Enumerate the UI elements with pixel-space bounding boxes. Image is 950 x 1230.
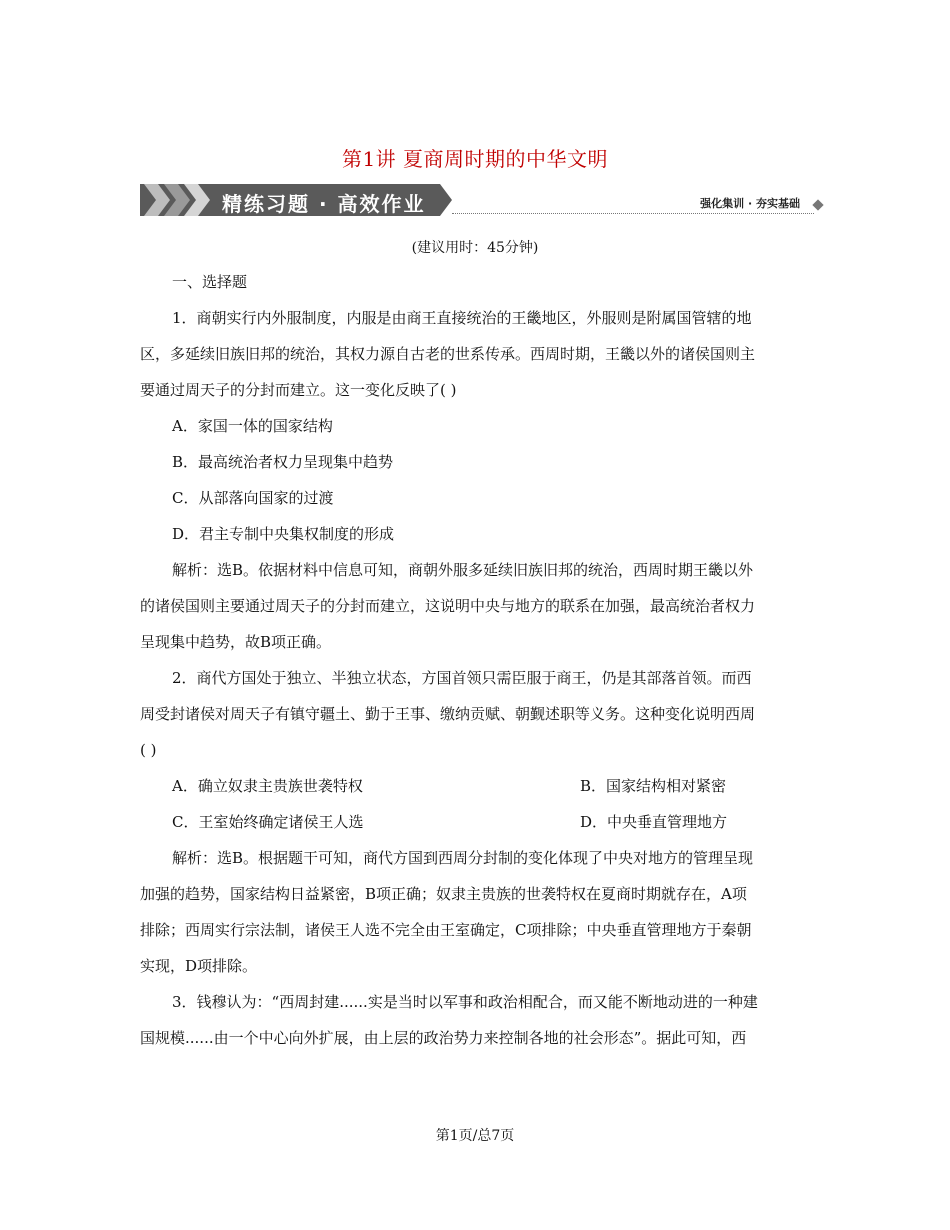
time-note: (建议用时：45分钟) [411, 240, 539, 256]
q3-stem-line: 3．钱穆认为：“西周封建......实是当时以军事和政治相配合，而又能不断地动进的一种建 [172, 993, 758, 1011]
section-heading: 一、选择题 [172, 273, 248, 291]
q1-analysis-line: 呈现集中趋势，故B项正确。 [140, 633, 332, 651]
q1-option-b: B．最高统治者权力呈现集中趋势 [172, 453, 394, 471]
q1-option-d: D．君主专制中央集权制度的形成 [172, 525, 395, 543]
q2-analysis-line: 加强的趋势，国家结构日益紧密，B项正确；奴隶主贵族的世袭特权在夏商时期就存在，A项 [140, 885, 747, 903]
banner-dotted-rule [452, 213, 814, 214]
q2-options-row [140, 804, 810, 840]
q2-analysis-line: 解析：选B。根据题干可知，商代方国到西周分封制的变化体现了中央对地方的管理呈现 [172, 849, 754, 867]
banner-tagline: 强化集训 · 夯实基础 [700, 197, 800, 210]
q1-analysis-line: 解析：选B。依据材料中信息可知，商朝外服多延续旧族旧邦的统治，西周时期王畿以外 [172, 561, 754, 579]
q1-analysis-line: 的诸侯国则主要通过周天子的分封而建立，这说明中央与地方的联系在加强，最高统治者权力 [140, 597, 756, 615]
q1-stem-line: 区，多延续旧族旧邦的统治，其权力源自古老的世系传承。西周时期，王畿以外的诸侯国则主 [140, 345, 756, 363]
q2-analysis-line: 排除；西周实行宗法制，诸侯王人选不完全由王室确定，C项排除；中央垂直管理地方于秦朝 [140, 921, 752, 939]
banner-label: 精练习题 · 高效作业 [222, 192, 426, 216]
q1-stem-line: 要通过周天子的分封而建立。这一变化反映了( ) [140, 381, 457, 399]
q2-option-d: D．中央垂直管理地方 [580, 813, 728, 831]
page-title: 第1讲 夏商周时期的中华文明 [341, 147, 609, 171]
q1-option-a: A．家国一体的国家结构 [172, 417, 333, 435]
page-footer: 第1页/总7页 [435, 1128, 515, 1144]
q2-stem-line: ( ) [140, 741, 157, 759]
question-content [140, 264, 810, 1056]
q3-stem-line: 国规模......由一个中心向外扩展，由上层的政治势力来控制各地的社会形态”。据此可知，西 [140, 1029, 747, 1047]
q2-options-row [140, 768, 810, 804]
q1-option-c: C．从部落向国家的过渡 [172, 489, 334, 507]
q2-option-b: B．国家结构相对紧密 [580, 777, 727, 795]
q2-stem-line: 2．商代方国处于独立、半独立状态，方国首领只需臣服于商王，仍是其部落首领。而西 [172, 669, 752, 687]
q2-option-c: C．王室始终确定诸侯王人选 [172, 813, 364, 831]
q2-analysis-line: 实现，D项排除。 [140, 957, 258, 975]
q2-option-a: A．确立奴隶主贵族世袭特权 [172, 777, 363, 795]
q2-stem-line: 周受封诸侯对周天子有镇守疆土、勤于王事、缴纳贡赋、朝觐述职等义务。这种变化说明西周 [140, 705, 756, 723]
q1-stem-line: 1．商朝实行内外服制度，内服是由商王直接统治的王畿地区，外服则是附属国管辖的地 [172, 309, 752, 327]
